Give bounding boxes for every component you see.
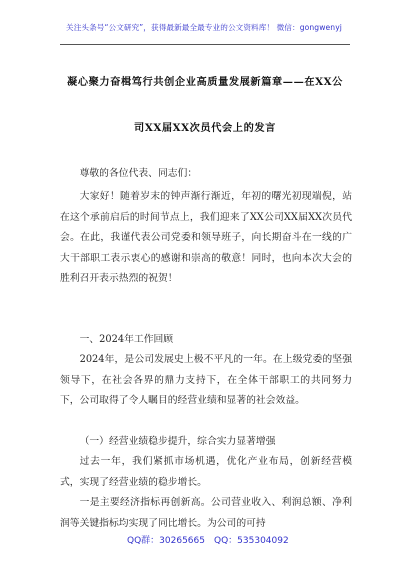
salutation: 尊敬的各位代表、同志们： [79,168,198,179]
document-title-line-1: 凝心聚力奋楫笃行共创企业高质量发展新篇章——在XX公 [67,76,343,88]
header-banner: 关注头条号“公文研究”，获得最新最全最专业的公文资料库！ 微信：gongwenyj [66,23,342,32]
header-divider [60,44,350,45]
footer-qq-contact: QQ：535304092 [214,536,289,546]
paragraph-indicators: 一是主要经济指标再创新高。公司营业收入、利润总额、净利润等关键指标均实现了同比增长。为公司的可持 [60,497,352,529]
document-title-line-2: 司XX届XX次员代会上的发言 [134,122,276,134]
footer-qq-group: QQ群：30265665 [127,536,205,546]
section-heading-1: 一、2024年工作回顾 [79,334,174,345]
paragraph-performance: 过去一年，我们紧抓市场机遇，优化产业布局，创新经营模式，实现了经营业绩的稳步增长。 [60,456,352,488]
paragraph-review: 2024年，是公司发展史上极不平凡的一年。在上级党委的坚强领导下，在社会各界的鼎力支持下，在全体干部职工的共同努力下，公司取得了令人瞩目的经营业绩和显著的社会效益。 [60,354,352,406]
subsection-heading-1: （一）经营业绩稳步提升，综合实力显著增强 [79,436,276,447]
paragraph-opening: 大家好！随着岁末的钟声渐行渐近，年初的曙光初现端倪，站在这个承前启后的时间节点上，我们迎来了XX公司XX届XX次员代会。在此，我谨代表公司党委和领导班子，向长期奋斗在一线的广大干部职工表示衷心的感谢和崇高的敬意！同时，也向本次大会的胜利召开表示热烈的祝贺！ [60,191,352,284]
